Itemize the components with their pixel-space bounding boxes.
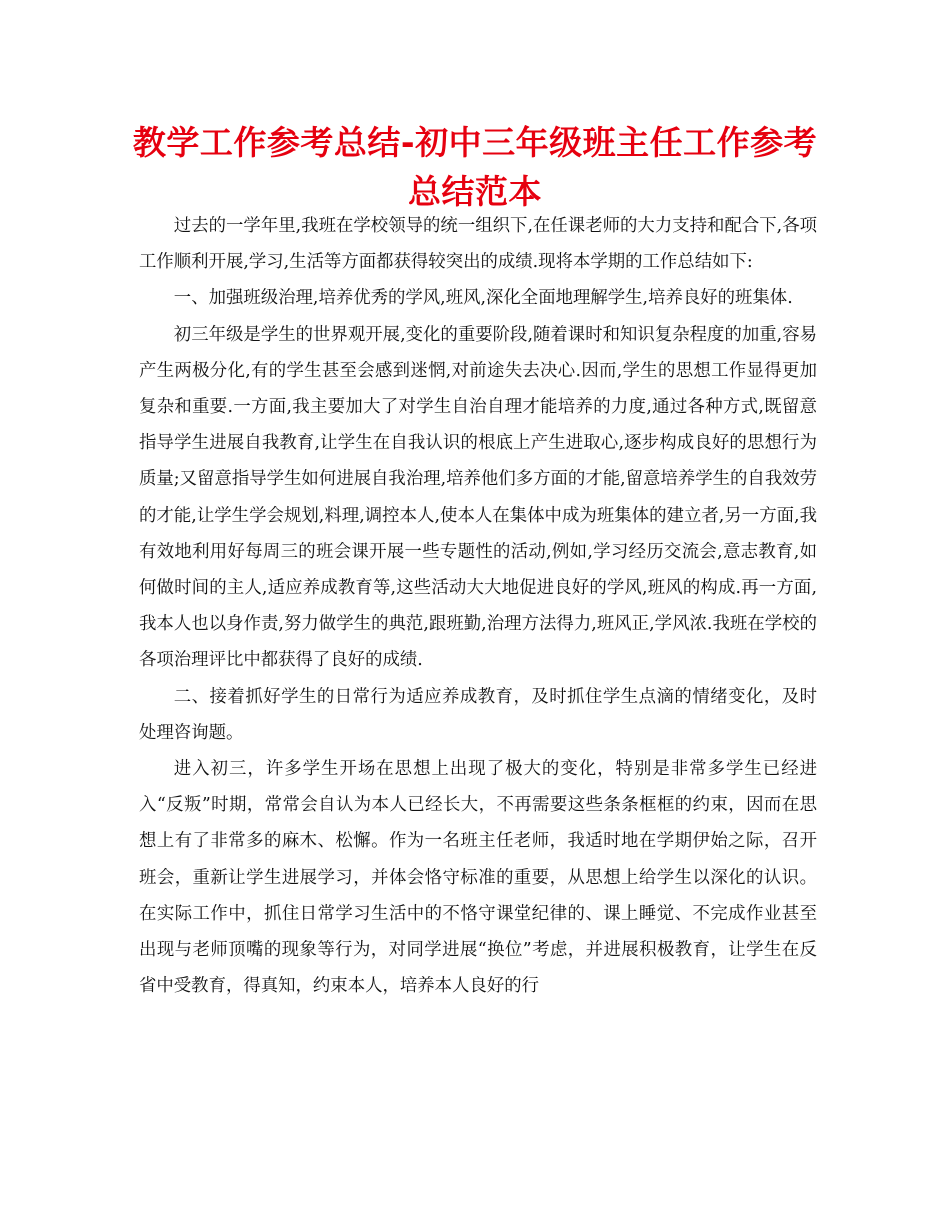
paragraph-intro: 过去的一学年里,我班在学校领导的统一组织下,在任课老师的大力支持和配合下,各项工作顺利开展,学习,生活等方面都获得较突出的成绩.现将本学期的工作总结如下: xyxy=(139,216,817,273)
document-title: 教学工作参考总结-初中三年级班主任工作参考总结范本 xyxy=(132,123,818,211)
document-body xyxy=(139,208,817,1004)
paragraph-section-one-body: 初三年级是学生的世界观开展,变化的重要阶段,随着课时和知识复杂程度的加重,容易产生两极分化,有的学生甚至会感到迷惘,对前途失去决心.因而,学生的思想工作显得更加复杂和重要.一方面,我主要加大了对学生自治自理才能培养的力度,通过各种方式,既留意指导学生进展自我教育,让学生在自我认识的根底上产生进取心,逐步构成良好的思想行为质量;又留意指导学生如何进展自我治理,培养他们多方面的才能,留意培养学生的自我效劳的才能,让学生学会规划,料理,调控本人,使本人在集体中成为班集体的建立者,另一方面,我有效地利用好每周三的班会课开展一些专题性的活动,例如,学习经历交流会,意志教育,如何做时间的主人,适应养成教育等,这些活动大大地促进良好的学风,班风的构成.再一方面,我本人也以身作责,努力做学生的典范,跟班勤,治理方法得力,班风正,学风浓.我班在学校的各项治理评比中都获得了良好的成绩. xyxy=(139,324,817,671)
paragraph-section-two-body: 进入初三，许多学生开场在思想上出现了极大的变化，特别是非常多学生已经进入“反叛”时期，常常会自认为本人已经长大，不再需要这些条条框框的约束，因而在思想上有了非常多的麻木、松懈。作为一名班主任老师，我适时地在学期伊始之际，召开班会，重新让学生进展学习，并体会恪守标准的重要，从思想上给学生以深化的认识。在实际工作中，抓住日常学习生活中的不恪守课堂纪律的、课上睡觉、不完成作业甚至出现与老师顶嘴的现象等行为，对同学进展“换位”考虑，并进展积极教育，让学生在反省中受教育，得真知，约束本人，培养本人良好的行 xyxy=(139,759,817,997)
paragraph-section-one-heading: 一、加强班级治理,培养优秀的学风,班风,深化全面地理解学生,培养良好的班集体. xyxy=(173,288,793,309)
paragraph-section-two-heading: 二、接着抓好学生的日常行为适应养成教育，及时抓住学生点滴的情绪变化，及时处理咨询题。 xyxy=(139,686,817,743)
